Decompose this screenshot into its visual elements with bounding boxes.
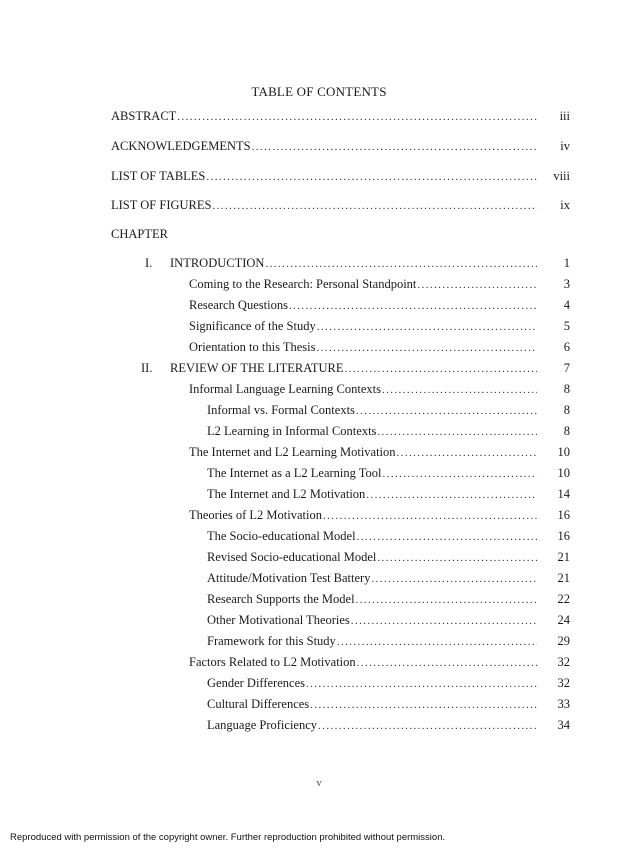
dot-leader [317,340,538,356]
toc-entry-list-of-tables-label: LIST OF TABLES [111,169,206,183]
dot-leader [366,487,537,503]
toc-subsection-label: L2 Learning in Informal Contexts [207,424,377,438]
toc-subsection-label: Framework for this Study [207,634,336,648]
dot-leader [206,169,537,185]
toc-subsection[interactable] [207,423,537,439]
toc-section-page-number: 5 [563,319,570,333]
toc-subsection-page-number: 22 [557,592,570,606]
toc-chapter-1-numeral: I. [145,256,153,270]
dot-leader [357,529,537,545]
toc-subsection-page-number: 24 [557,613,570,627]
dot-leader [265,256,537,272]
dot-leader [351,613,537,629]
toc-section-label: Research Questions [189,298,288,312]
toc-section-label: Factors Related to L2 Motivation [189,655,356,669]
toc-section[interactable] [189,318,537,334]
toc-subsection-label: Revised Socio-educational Model [207,550,377,564]
toc-section-label: Orientation to this Thesis [189,340,316,354]
toc-chapter-1[interactable] [170,255,537,271]
toc-section[interactable] [189,381,537,397]
dot-leader [383,466,537,482]
toc-subsection[interactable] [207,570,537,586]
toc-subsection-page-number: 21 [557,571,570,585]
toc-section-page-number: 8 [563,382,570,396]
dot-leader [382,382,537,398]
chapter-heading: CHAPTER [111,227,168,241]
dot-leader [306,676,537,692]
dot-leader [310,697,537,713]
toc-subsection[interactable] [207,486,537,502]
toc-section-label: Theories of L2 Motivation [189,508,322,522]
page-number: v [316,778,322,789]
toc-section[interactable] [189,297,537,313]
toc-title: TABLE OF CONTENTS [251,84,387,99]
toc-entry-acknowledgements-label: ACKNOWLEDGEMENTS [111,139,251,153]
dot-leader [337,634,537,650]
toc-section[interactable] [189,276,537,292]
dot-leader [397,445,537,461]
toc-chapter-2[interactable] [170,360,537,376]
toc-subsection[interactable] [207,402,537,418]
toc-section-label: Significance of the Study [189,319,316,333]
toc-entry-list-of-tables-page-number: viii [553,169,570,183]
toc-subsection-page-number: 34 [557,718,570,732]
toc-subsection-page-number: 14 [557,487,570,501]
dot-leader [344,361,537,377]
dot-leader [318,718,537,734]
toc-subsection-label: The Socio-educational Model [207,529,356,543]
toc-subsection[interactable] [207,465,537,481]
toc-subsection-label: Cultural Differences [207,697,310,711]
toc-section[interactable] [189,444,537,460]
toc-subsection[interactable] [207,612,537,628]
toc-subsection[interactable] [207,528,537,544]
dot-leader [177,109,537,125]
toc-section-page-number: 6 [563,340,570,354]
toc-subsection-label: Informal vs. Formal Contexts [207,403,355,417]
toc-chapter-1-page-number: 1 [563,256,570,270]
toc-chapter-1-label: INTRODUCTION [170,256,265,270]
dot-leader [356,403,537,419]
toc-section-label: Coming to the Research: Personal Standpoint [189,277,417,291]
dot-leader [317,319,537,335]
toc-subsection[interactable] [207,633,537,649]
toc-subsection-label: Research Supports the Model [207,592,355,606]
toc-section-page-number: 16 [557,508,570,522]
dot-leader [371,571,537,587]
toc-subsection[interactable] [207,717,537,733]
toc-subsection-page-number: 29 [557,634,570,648]
toc-subsection[interactable] [207,696,537,712]
toc-entry-list-of-figures[interactable] [111,197,537,213]
toc-entry-abstract[interactable] [111,108,537,124]
toc-entry-abstract-page-number: iii [559,109,570,123]
toc-entry-acknowledgements[interactable] [111,138,537,154]
toc-section-label: Informal Language Learning Contexts [189,382,381,396]
toc-subsection-page-number: 10 [557,466,570,480]
dot-leader [252,139,537,155]
toc-entry-abstract-label: ABSTRACT [111,109,177,123]
dot-leader [377,550,537,566]
toc-subsection-label: Gender Differences [207,676,305,690]
toc-section-label: The Internet and L2 Learning Motivation [189,445,396,459]
toc-entry-list-of-tables[interactable] [111,168,537,184]
dot-leader [417,277,537,293]
toc-subsection-label: Language Proficiency [207,718,318,732]
dot-leader [289,298,537,314]
toc-section-page-number: 3 [563,277,570,291]
toc-subsection-page-number: 16 [557,529,570,543]
toc-chapter-2-page-number: 7 [563,361,570,375]
toc-subsection-page-number: 8 [563,424,570,438]
toc-subsection-page-number: 33 [557,697,570,711]
toc-subsection-page-number: 21 [557,550,570,564]
toc-section[interactable] [189,507,537,523]
toc-chapter-2-label: REVIEW OF THE LITERATURE [170,361,344,375]
toc-subsection-label: Attitude/Motivation Test Battery [207,571,371,585]
toc-entry-acknowledgements-page-number: iv [560,139,570,153]
toc-section[interactable] [189,339,537,355]
toc-subsection-label: The Internet as a L2 Learning Tool [207,466,382,480]
toc-entry-list-of-figures-label: LIST OF FIGURES [111,198,212,212]
toc-section[interactable] [189,654,537,670]
toc-subsection-label: Other Motivational Theories [207,613,350,627]
toc-section-page-number: 32 [557,655,570,669]
toc-chapter-2-numeral: II. [141,361,153,375]
toc-section-page-number: 4 [563,298,570,312]
dot-leader [357,655,537,671]
dot-leader [212,198,537,214]
reproduction-notice: Reproduced with permission of the copyright owner. Further reproduction prohibited without permission. [10,832,446,843]
toc-subsection-label: The Internet and L2 Motivation [207,487,366,501]
dot-leader [356,592,537,608]
toc-entry-list-of-figures-page-number: ix [560,198,570,212]
toc-section-page-number: 10 [557,445,570,459]
dot-leader [377,424,537,440]
dot-leader [323,508,537,524]
toc-subsection-page-number: 8 [563,403,570,417]
toc-subsection[interactable] [207,549,537,565]
toc-subsection-page-number: 32 [557,676,570,690]
toc-subsection[interactable] [207,675,537,691]
toc-subsection[interactable] [207,591,537,607]
